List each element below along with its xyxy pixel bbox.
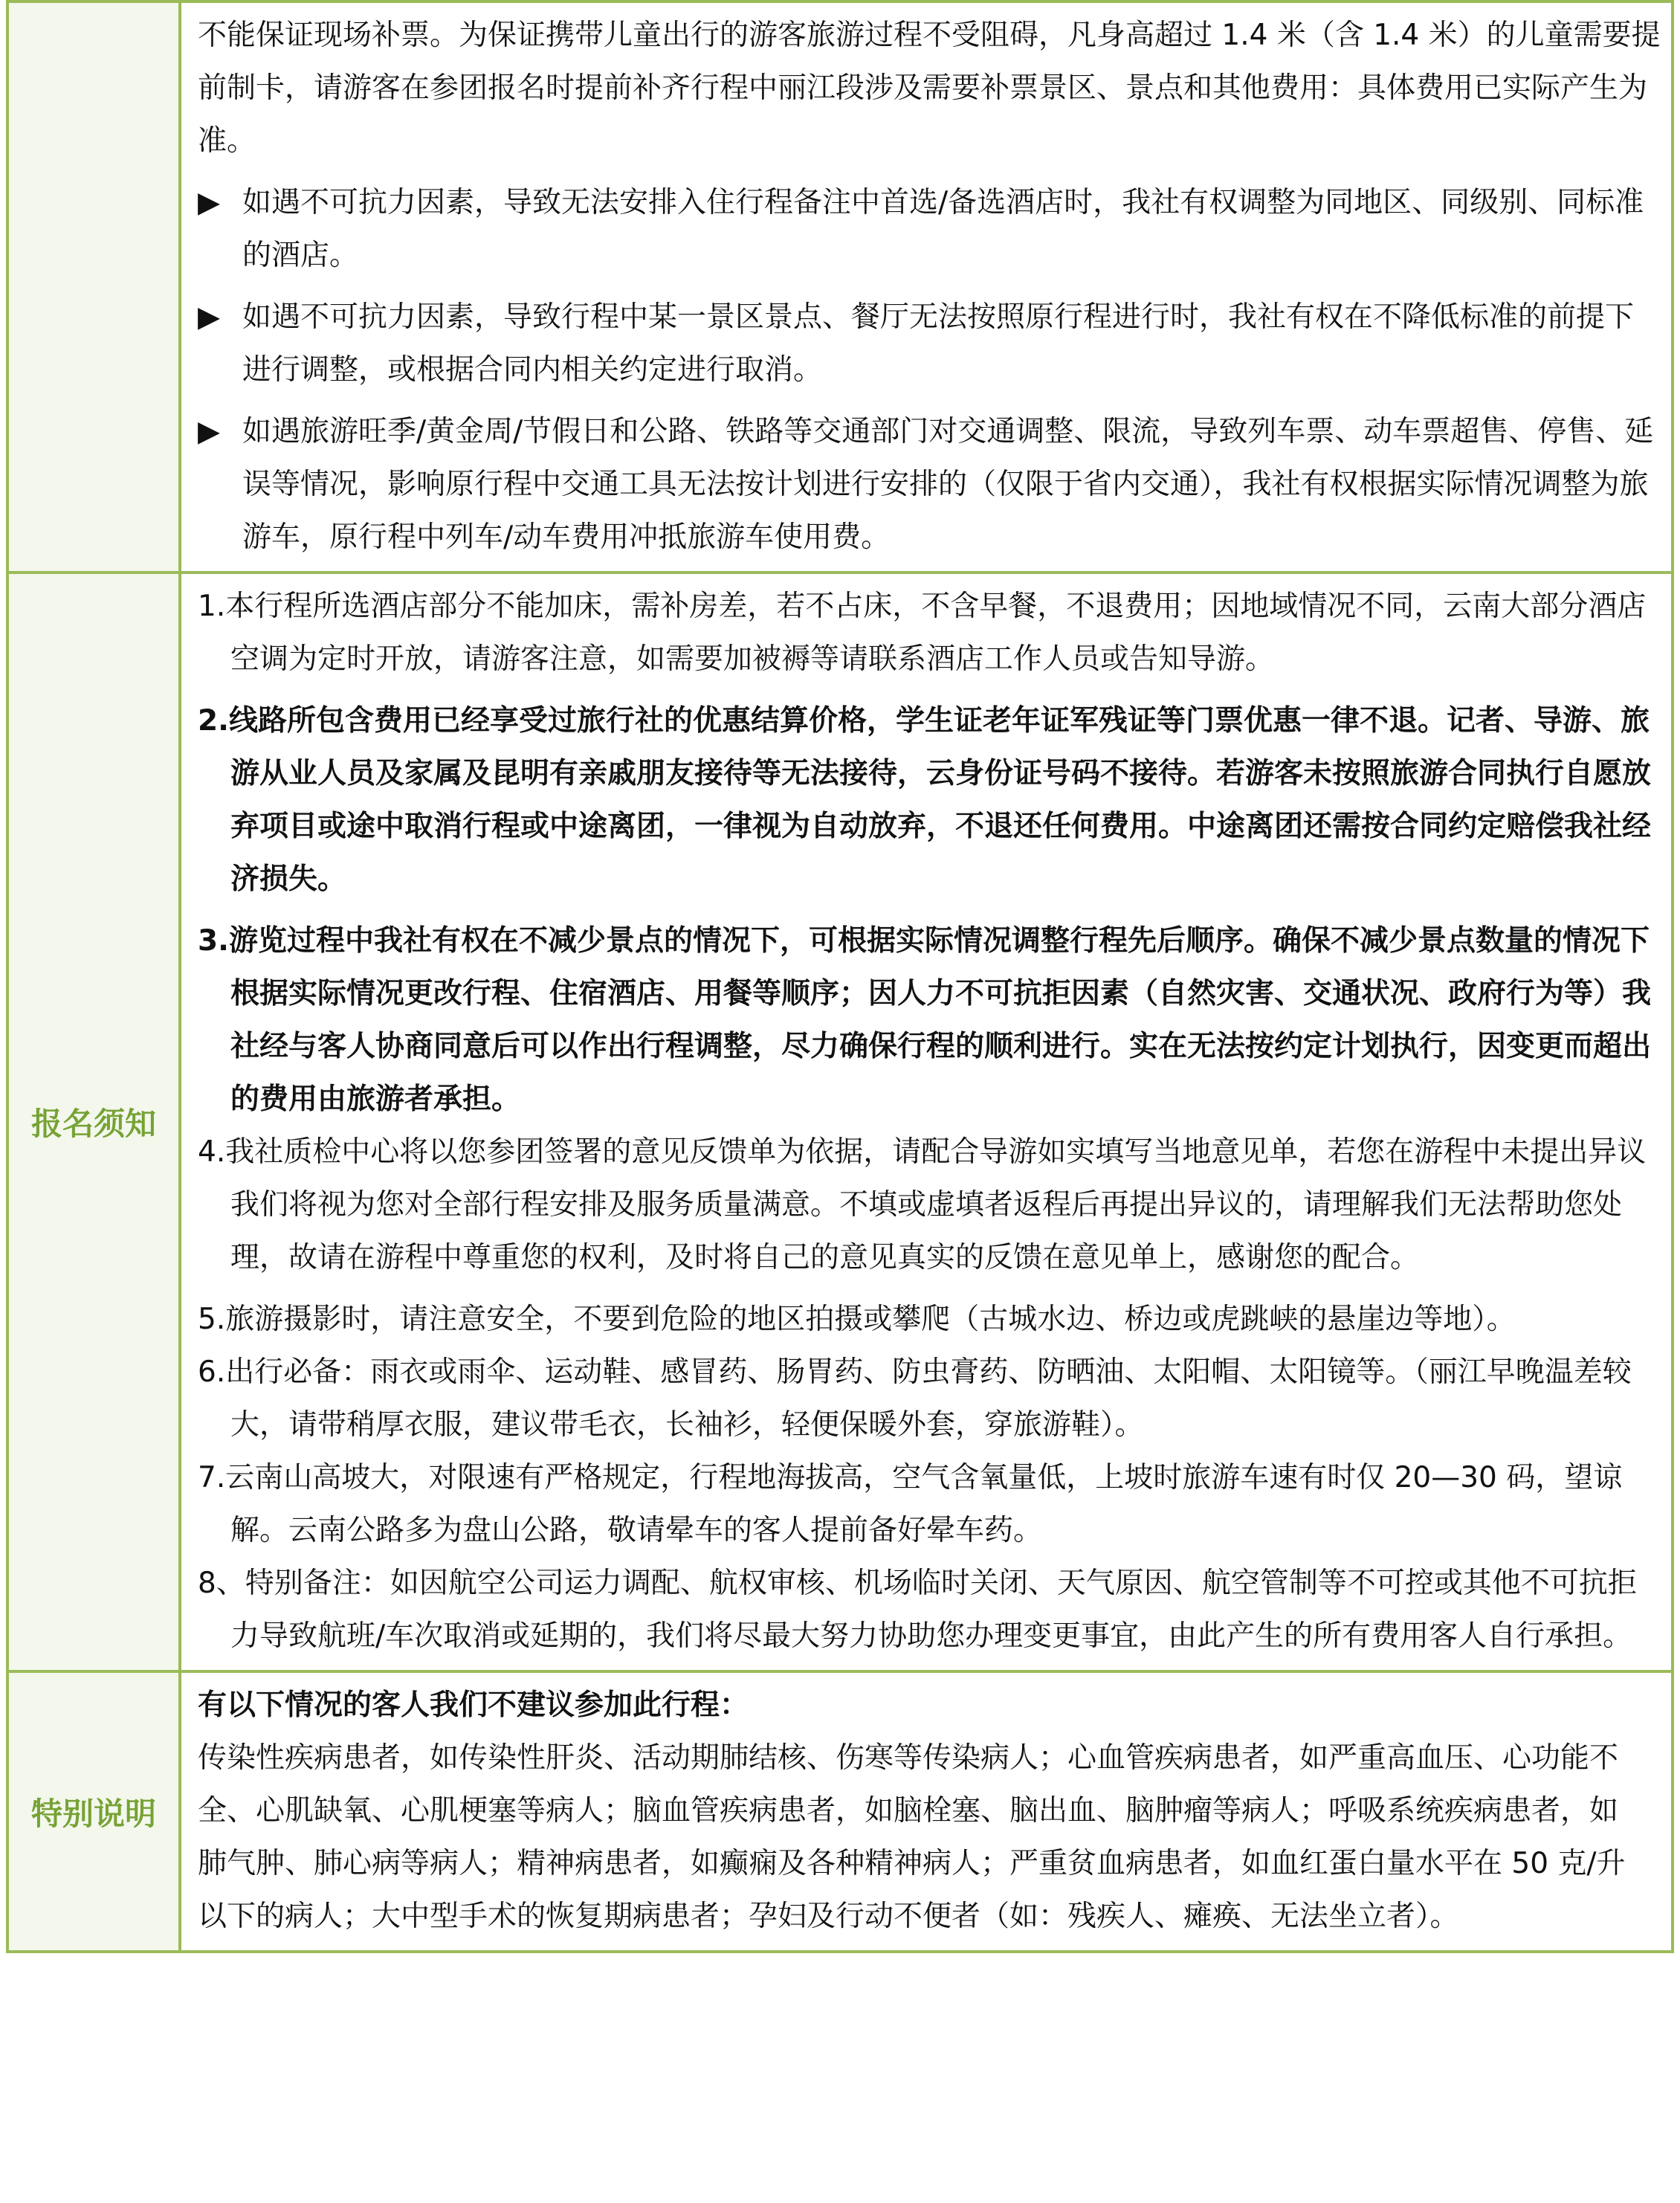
special-line: 全、心肌缺氧、心肌梗塞等病人；脑血管疾病患者，如脑栓塞、脑出血、脑肿瘤等病人；呼吸系统疾病患者，如 <box>198 1794 1619 1828</box>
section-label-special: 特别说明 <box>7 1671 180 1952</box>
notice-item-bold: 2.线路所包含费用已经享受过旅行社的优惠结算价格，学生证老年证军残证等门票优惠一律不退。记者、导游、旅游从业人员及家属及昆明有亲戚朋友接待等无法接待，云身份证号码不接待。若游客未按照旅游合同执行自愿放弃项目或途中取消行程或中途离团，一律视为自动放弃，不退还任何费用。中途离团还需按合同约定赔偿我社经济损失。 <box>198 704 1652 896</box>
notice-item: 8、特别备注：如因航空公司运力调配、航权审核、机场临时关闭、天气原因、航空管制等不可控或其他不可抗拒力导致航班/车次取消或延期的，我们将尽最大努力协助您办理变更事宜，由此产生的所有费用客人自行承担。 <box>198 1567 1637 1653</box>
bullet-item <box>198 176 1661 282</box>
notice-item: 6.出行必备：雨衣或雨伞、运动鞋、感冒药、肠胃药、防虫膏药、防晒油、太阳帽、太阳镜等。（丽江早晚温差较大，请带稍厚衣服，建议带毛衣，长袖衫，轻便保暖外套，穿旅游鞋）。 <box>198 1355 1632 1442</box>
registration-content <box>180 572 1673 1671</box>
ticket-paragraph: 不能保证现场补票。为保证携带儿童出行的游客旅游过程不受阻碍，凡身高超过 1.4 米（含 1.4 米）的儿童需要提前制卡，请游客在参团报名时提前补齐行程中丽江段涉及需要补票景区、景点和其他费用：具体费用已实际产生为准。 <box>198 19 1661 158</box>
notice-item: 4.我社质检中心将以您参团签署的意见反馈单为依据，请配合导游如实填写当地意见单，若您在游程中未提出异议我们将视为您对全部行程安排及服务质量满意。不填或虚填者返程后再提出异议的，请理解我们无法帮助您处理，故请在游程中尊重您的权利，及时将自己的意见真实的反馈在意见单上，感谢您的配合。 <box>198 1135 1647 1274</box>
notice-item: 7.云南山高坡大，对限速有严格规定，行程地海拔高，空气含氧量低，上坡时旅游车速有时仅 20—30 码，望谅解。云南公路多为盘山公路，敬请晕车的客人提前备好晕车药。 <box>198 1461 1623 1547</box>
row-label-empty <box>7 1 180 572</box>
special-line: 以下的病人；大中型手术的恢复期病患者；孕妇及行动不便者（如：残疾人、瘫痪、无法坐立者）。 <box>198 1900 1459 1933</box>
bullet-text: 如遇不可抗力因素，导致行程中某一景区景点、餐厅无法按照原行程进行时，我社有权在不降低标准的前提下进行调整，或根据合同内相关约定进行取消。 <box>242 300 1635 387</box>
bullet-text: 如遇旅游旺季/黄金周/节假日和公路、铁路等交通部门对交通调整、限流，导致列车票、动车票超售、停售、延误等情况，影响原行程中交通工具无法按计划进行安排的（仅限于省内交通），我社有权根据实际情况调整为旅游车，原行程中列车/动车费用冲抵旅游车使用费。 <box>242 415 1654 554</box>
bullet-item <box>198 291 1661 396</box>
section-label-registration: 报名须知 <box>7 572 180 1671</box>
notice-item: 1.本行程所选酒店部分不能加床，需补房差，若不占床，不含早餐，不退费用；因地域情况不同，云南大部分酒店空调为定时开放，请游客注意，如需要加被褥等请联系酒店工作人员或告知导游。 <box>198 590 1647 676</box>
notice-item-bold: 3.游览过程中我社有权在不减少景点的情况下，可根据实际情况调整行程先后顺序。确保不减少景点数量的情况下根据实际情况更改行程、住宿酒店、用餐等顺序；因人力不可抗拒因素（自然灾害、交通状况、政府行为等）我社经与客人协商同意后可以作出行程调整，尽力确保行程的顺利进行。实在无法按约定计划执行，因变更而超出的费用由旅游者承担。 <box>198 924 1652 1116</box>
bullet-text: 如遇不可抗力因素，导致无法安排入住行程备注中首选/备选酒店时，我社有权调整为同地区、同级别、同标准的酒店。 <box>242 186 1644 272</box>
special-content <box>180 1671 1673 1952</box>
special-heading: 有以下情况的客人我们不建议参加此行程： <box>198 1688 749 1722</box>
notice-item: 5.旅游摄影时，请注意安全，不要到危险的地区拍摄或攀爬（古城水边、桥边或虎跳峡的悬崖边等地）。 <box>198 1303 1516 1336</box>
triangle-bullet-icon: ▶ <box>198 300 220 334</box>
row-special-notes <box>7 1671 1673 1952</box>
bullet-item <box>198 405 1661 564</box>
special-line: 传染性疾病患者，如传染性肝炎、活动期肺结核、伤寒等传染病人；心血管疾病患者，如严重高血压、心功能不 <box>198 1741 1619 1775</box>
triangle-bullet-icon: ▶ <box>198 186 220 219</box>
row-registration-notice <box>7 572 1673 1671</box>
adjustments-content <box>180 1 1673 572</box>
row-travel-adjustments <box>7 1 1673 572</box>
notice-table <box>6 0 1674 1953</box>
triangle-bullet-icon: ▶ <box>198 415 220 448</box>
special-line: 肺气肿、肺心病等病人；精神病患者，如癫痫及各种精神病人；严重贫血病患者，如血红蛋白量水平在 50 克/升 <box>198 1847 1626 1880</box>
